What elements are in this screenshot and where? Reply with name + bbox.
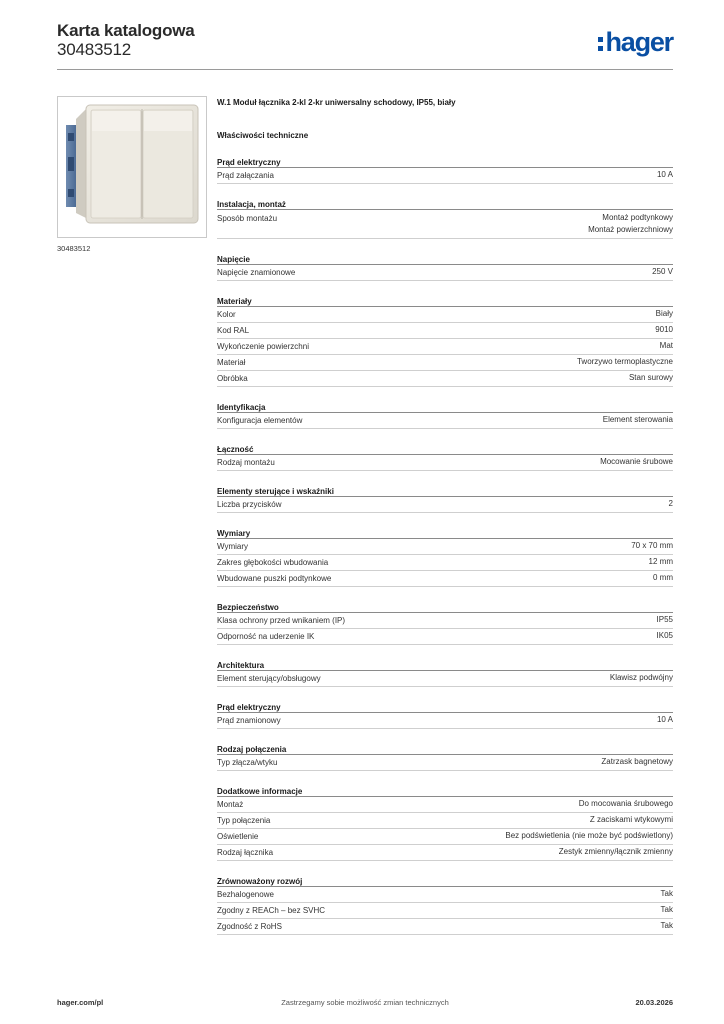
property-section (217, 296, 673, 387)
property-value-line: 250 V (652, 267, 673, 276)
property-section (217, 876, 673, 935)
property-value-line: Mocowanie śrubowe (600, 457, 673, 466)
property-row (217, 210, 673, 239)
property-value (321, 672, 673, 686)
property-value (302, 414, 673, 428)
property-value-line: Zatrzask bagnetowy (601, 757, 673, 766)
property-label: Konfiguracja elementów (217, 416, 303, 425)
section-title: Architektura (217, 660, 673, 671)
property-value (325, 904, 673, 918)
property-value-line: Montaż powierzchniowy (588, 225, 673, 234)
property-value (314, 630, 673, 644)
property-value (345, 614, 673, 628)
property-row (217, 903, 673, 919)
property-section (217, 157, 673, 184)
property-section (217, 786, 673, 861)
property-row (217, 497, 673, 513)
property-row (217, 813, 673, 829)
section-title: Rodzaj połączenia (217, 744, 673, 755)
property-value-line: 10 A (656, 170, 673, 179)
property-label: Typ złącza/wtyku (217, 758, 278, 767)
section-title: Identyfikacja (217, 402, 673, 413)
section-title: Łączność (217, 444, 673, 455)
property-value (248, 540, 673, 554)
property-row (217, 845, 673, 861)
section-title: Dodatkowe informacje (217, 786, 673, 797)
property-value (309, 340, 673, 354)
property-value (328, 556, 673, 570)
property-value-line: 0 mm (653, 573, 673, 582)
property-value-line: Zestyk zmienny/łącznik zmienny (558, 847, 673, 856)
property-value-line: Element sterowania (602, 415, 673, 424)
property-value (277, 756, 673, 770)
property-row (217, 713, 673, 729)
property-value-line: 10 A (656, 715, 673, 724)
property-row (217, 539, 673, 555)
property-value-line: Z zaciskami wtykowymi (589, 815, 673, 824)
property-value-line: 9010 (655, 325, 673, 334)
property-section (217, 444, 673, 471)
property-section (217, 660, 673, 687)
property-label: Montaż (217, 800, 244, 809)
property-row (217, 455, 673, 471)
property-value (245, 356, 673, 370)
property-row (217, 571, 673, 587)
footer-website-link[interactable]: hager.com/pl (57, 998, 104, 1007)
hager-logo (598, 26, 673, 58)
property-row (217, 755, 673, 771)
property-section (217, 254, 673, 281)
property-row (217, 168, 673, 184)
property-row (217, 323, 673, 339)
property-label: Wykończenie powierzchni (217, 342, 309, 351)
property-value-line: Tak (660, 889, 673, 898)
properties-heading: Właściwości techniczne (217, 131, 309, 140)
section-title: Prąd elektryczny (217, 702, 673, 713)
property-value-line: Biały (655, 309, 673, 318)
property-value-line: 70 x 70 mm (631, 541, 673, 550)
property-section (217, 199, 673, 239)
property-value-line: IP55 (656, 615, 673, 624)
property-section (217, 402, 673, 429)
image-caption: 30483512 (57, 244, 91, 253)
section-title: Prąd elektryczny (217, 157, 673, 168)
property-row (217, 887, 673, 903)
property-value (281, 498, 673, 512)
property-section (217, 486, 673, 513)
section-title: Wymiary (217, 528, 673, 539)
section-title: Elementy sterujące i wskaźniki (217, 486, 673, 497)
property-value-line: Tworzywo termoplastyczne (576, 357, 673, 366)
property-row (217, 629, 673, 645)
property-label: Zgodność z RoHS (217, 922, 282, 931)
property-label: Prąd załączania (217, 171, 274, 180)
property-value-line: IK05 (656, 631, 673, 640)
property-label: Liczba przycisków (217, 500, 282, 509)
section-title: Materiały (217, 296, 673, 307)
property-label: Prąd znamionowy (217, 716, 281, 725)
property-label: Kolor (217, 310, 236, 319)
property-value-line: Bez podświetlenia (nie może być podświetlony) (505, 831, 673, 840)
property-label: Sposób montażu (217, 214, 278, 223)
property-value (248, 372, 673, 386)
property-value-line: Do mocowania śrubowego (578, 799, 673, 808)
property-label: Wbudowane puszki podtynkowe (217, 574, 332, 583)
property-section (217, 602, 673, 645)
property-value-line: Tak (660, 905, 673, 914)
property-row (217, 919, 673, 935)
property-row (217, 355, 673, 371)
property-value (274, 169, 673, 183)
property-label: Zgodny z REACh – bez SVHC (217, 906, 326, 915)
property-label: Materiał (217, 358, 246, 367)
property-value (236, 308, 673, 322)
property-row (217, 265, 673, 281)
logo-colon-icon (598, 37, 603, 51)
property-value (273, 846, 673, 860)
product-title: W.1 Moduł łącznika 2-kl 2-kr uniwersalny schodowy, IP55, biały (217, 98, 456, 107)
property-label: Bezhalogenowe (217, 890, 274, 899)
property-value (282, 920, 673, 934)
property-value-line: Mat (659, 341, 673, 350)
property-row (217, 555, 673, 571)
property-label: Wymiary (217, 542, 249, 551)
product-details (217, 96, 673, 935)
property-value-line: Stan surowy (628, 373, 673, 382)
property-label: Klasa ochrony przed wnikaniem (IP) (217, 616, 346, 625)
property-value-line: Klawisz podwójny (609, 673, 673, 682)
product-image (57, 96, 207, 238)
document-title: Karta katalogowa (57, 21, 195, 40)
property-label: Obróbka (217, 374, 248, 383)
property-value-line: Montaż podtynkowy (602, 213, 673, 222)
property-row (217, 371, 673, 387)
property-value (258, 830, 673, 844)
property-value (274, 888, 673, 902)
property-label: Zakres głębokości wbudowania (217, 558, 329, 567)
property-value (281, 714, 673, 728)
property-label: Typ połączenia (217, 816, 271, 825)
property-label: Napięcie znamionowe (217, 268, 296, 277)
property-value (243, 798, 673, 812)
logo-text: hager (605, 26, 673, 57)
property-label: Kod RAL (217, 326, 250, 335)
header-divider (57, 69, 673, 70)
property-row (217, 829, 673, 845)
property-row (217, 413, 673, 429)
property-label: Rodzaj montażu (217, 458, 275, 467)
property-row (217, 797, 673, 813)
property-label: Rodzaj łącznika (217, 848, 274, 857)
property-value-line: 2 (668, 499, 673, 508)
property-value (270, 814, 673, 828)
property-value (275, 456, 673, 470)
section-title: Napięcie (217, 254, 673, 265)
document-number: 30483512 (57, 40, 132, 59)
property-label: Odporność na uderzenie IK (217, 632, 315, 641)
switch-product-icon (58, 97, 206, 237)
property-section (217, 528, 673, 587)
property-value (331, 572, 673, 586)
section-title: Bezpieczeństwo (217, 602, 673, 613)
property-row (217, 671, 673, 687)
property-row (217, 613, 673, 629)
property-value-line: Tak (660, 921, 673, 930)
property-section (217, 702, 673, 729)
property-row (217, 339, 673, 355)
footer-date: 20.03.2026 (635, 998, 673, 1007)
section-title: Instalacja, montaż (217, 199, 673, 210)
property-value (295, 266, 673, 280)
property-value (249, 324, 673, 338)
property-section (217, 744, 673, 771)
properties-list (217, 157, 673, 935)
page-footer (57, 998, 673, 1010)
footer-disclaimer: Zastrzegamy sobie możliwość zmian technicznych (281, 998, 449, 1007)
property-value-line: 12 mm (648, 557, 673, 566)
property-row (217, 307, 673, 323)
section-title: Zrównoważony rozwój (217, 876, 673, 887)
page-header (57, 20, 673, 70)
property-label: Oświetlenie (217, 832, 259, 841)
property-value (277, 212, 673, 236)
property-label: Element sterujący/obsługowy (217, 674, 321, 683)
